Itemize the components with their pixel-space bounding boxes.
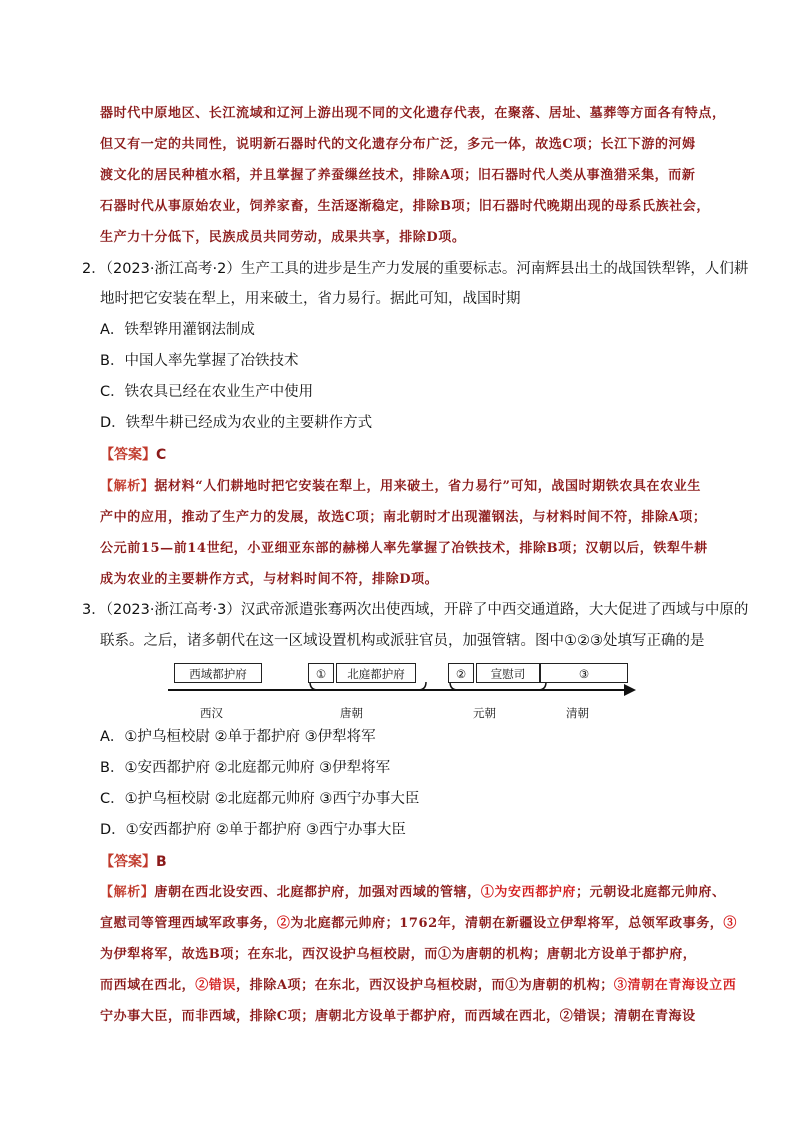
q2-analysis-line <box>100 480 730 493</box>
analysis-highlight: ③清朝在青海设立西 <box>613 978 737 993</box>
analysis-text: ，排除A项；在东北，西汉设护乌桓校尉，而①为唐朝的机构； <box>236 978 614 993</box>
analysis-text: 据材料“人们耕地时把它安装在犁上，用来破土，省力易行”可知，战国时期铁农具在农业生 <box>154 479 701 494</box>
analysis-highlight: ② <box>276 916 291 931</box>
q2-stem: 2．（2023·浙江高考·2）生产工具的进步是生产力发展的重要标志。河南辉县出土的战国铁犁铧，人们耕 <box>82 261 749 277</box>
q3-option-b: B．①安西都护府 ②北庭都元帅府 ③伊犁将军 <box>100 760 391 776</box>
q2-option-d: D．铁犁牛耕已经成为农业的主要耕作方式 <box>100 415 373 431</box>
q1-analysis-line: 石器时代从事原始农业，饲养家畜，生活逐渐稳定，排除B项；旧石器时代晚期出现的母系氏族社会， <box>100 199 710 214</box>
q2-analysis-line: 公元前15—前14世纪，小亚细亚东部的赫梯人率先掌握了冶铁技术，排除B项；汉朝以后，铁犁牛耕 <box>100 541 708 556</box>
answer-tag: 【答案】 <box>100 854 156 870</box>
era-label: 西汉 <box>200 706 223 720</box>
analysis-highlight: ①为安西都护府 <box>480 885 577 900</box>
analysis-tag: 【解析】 <box>100 479 155 494</box>
q1-analysis-line: 渡文化的居民种植水稻，并且掌握了养蚕缫丝技术，排除A项；旧石器时代人类从事渔猎采集，而新 <box>100 168 696 183</box>
timeline-figure <box>168 660 638 720</box>
analysis-text: 宣慰司等管理西域军政事务， <box>100 916 277 931</box>
answer-tag: 【答案】 <box>100 447 156 463</box>
q3-option-a: A．①护乌桓校尉 ②单于都护府 ③伊犁将军 <box>100 729 376 745</box>
analysis-tag: 【解析】 <box>100 885 155 900</box>
era-label: 清朝 <box>566 706 589 720</box>
analysis-text: 而西域在西北， <box>100 978 196 993</box>
q2-stem-cont: 地时把它安装在犁上，用来破土，省力易行。据此可知，战国时期 <box>100 291 521 307</box>
q3-analysis-line <box>100 916 738 931</box>
answer-value: C <box>156 447 167 463</box>
q3-analysis-line <box>100 978 737 993</box>
answer-value: B <box>156 854 167 870</box>
q2-analysis-line: 产中的应用，推动了生产力的发展，故选C项；南北朝时才出现灌钢法，与材料时间不符，排除A项； <box>100 510 707 525</box>
q3-analysis-line: 宁办事大臣，而非西域，排除C项；唐朝北方设单于都护府，而西域在西北，②错误；清朝在青海设 <box>100 1009 696 1024</box>
q2-option-c: C．铁农具已经在农业生产中使用 <box>100 384 314 400</box>
box-xuanweisi: 宣慰司 <box>476 663 540 683</box>
era-label: 唐朝 <box>340 706 363 720</box>
analysis-highlight: ②错误 <box>195 978 237 993</box>
era-label: 元朝 <box>473 706 496 720</box>
box-blank-2: ② <box>448 663 474 683</box>
q3-option-c: C．①护乌桓校尉 ②北庭都元帅府 ③西宁办事大臣 <box>100 791 420 807</box>
q1-analysis-line: 但又有一定的共同性，说明新石器时代的文化遗存分布广泛，多元一体，故选C项；长江下游的河姆 <box>100 137 696 152</box>
q2-option-a: A．铁犁铧用灌钢法制成 <box>100 322 255 338</box>
q2-analysis-line: 成为农业的主要耕作方式，与材料时间不符，排除D项。 <box>100 572 439 587</box>
q1-analysis-line: 生产力十分低下，民族成员共同劳动，成果共享，排除D项。 <box>100 230 466 245</box>
q2-option-b: B．中国人率先掌握了冶铁技术 <box>100 353 299 369</box>
analysis-text: ；元朝设北庭都元帅府、 <box>576 885 726 900</box>
analysis-text: 为北庭都元帅府；1762年，清朝在新疆设立伊犁将军，总领军政事务， <box>290 916 724 931</box>
q3-stem-cont: 联系。之后，诸多朝代在这一区域设置机构或派驻官员，加强管辖。图中①②③处填写正确的是 <box>100 633 705 649</box>
q3-analysis-line <box>100 886 730 899</box>
q3-stem: 3．（2023·浙江高考·3）汉武帝派遣张骞两次出使西域，开辟了中西交通道路，大大促进了西域与中原的 <box>82 602 749 618</box>
box-blank-1: ① <box>308 663 334 683</box>
box-xiyu-duhufu: 西域都护府 <box>174 663 262 683</box>
box-beiting-duhufu: 北庭都护府 <box>336 663 416 683</box>
box-blank-3: ③ <box>540 663 628 683</box>
q3-option-d: D．①安西都护府 ②单于都护府 ③西宁办事大臣 <box>100 822 406 838</box>
arrow-head-icon <box>624 684 636 696</box>
analysis-highlight: ③ <box>723 916 738 931</box>
q2-answer <box>100 448 166 462</box>
analysis-text: 唐朝在西北设安西、北庭都护府，加强对西域的管辖， <box>154 885 481 900</box>
q3-analysis-line: 为伊犁将军，故选B项；在东北，西汉设护乌桓校尉，而①为唐朝的机构；唐朝北方设单于都护府， <box>100 947 697 962</box>
q3-answer <box>100 855 167 869</box>
q1-analysis-line: 器时代中原地区、长江流域和辽河上游出现不同的文化遗存代表，在聚落、居址、墓葬等方面各有特点， <box>100 106 726 121</box>
